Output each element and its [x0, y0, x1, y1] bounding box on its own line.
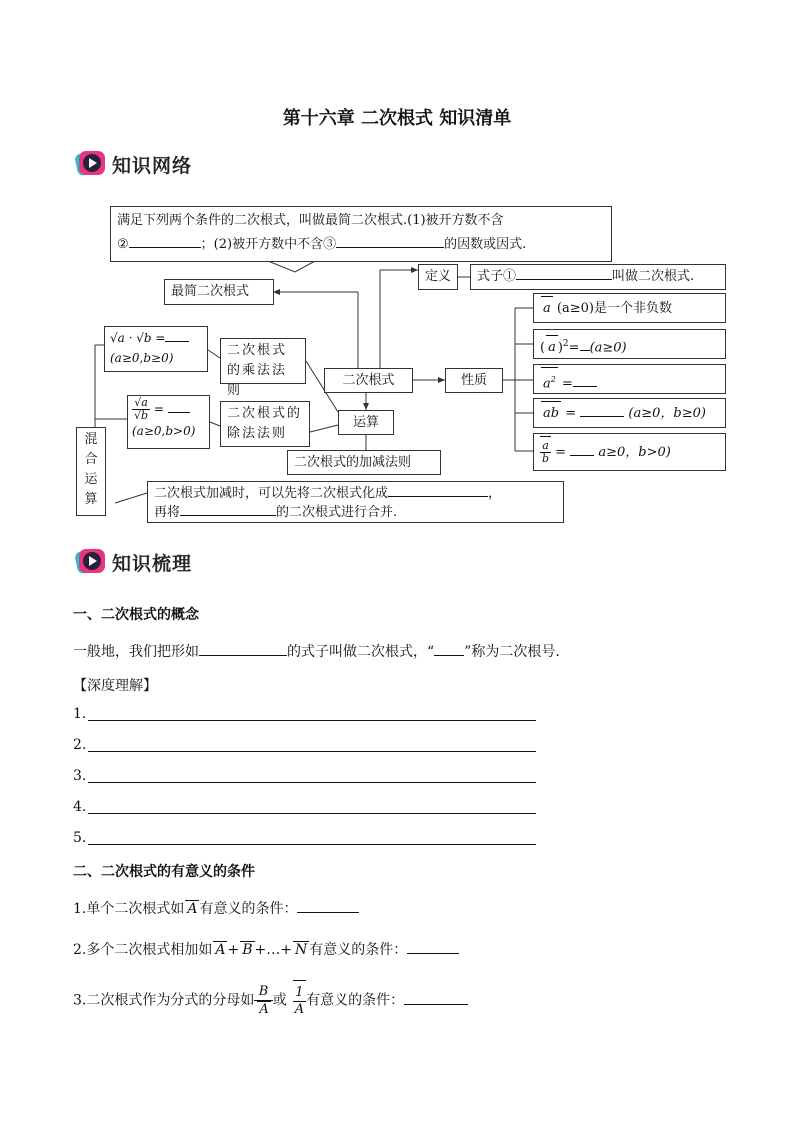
property-3-eq: =: [562, 376, 573, 392]
sqrt-N: N: [294, 942, 308, 958]
addition-line-1: [154, 484, 557, 503]
blank-prop-5[interactable]: [570, 443, 594, 456]
multiplication-rule-node: 二次根式的乘法法则: [220, 338, 306, 384]
condition-q2: 2.多个二次根式相加如 A + B +…+ N 有意义的条件：: [73, 939, 459, 959]
conditions-text-3: 的因数或因式.: [444, 237, 527, 252]
blank-prop-3[interactable]: [573, 374, 597, 387]
blank-2[interactable]: [129, 235, 201, 248]
section-heading-label: 知识梳理: [112, 553, 193, 575]
blank-add-2[interactable]: [180, 503, 276, 516]
blank-prop-2[interactable]: [580, 338, 590, 351]
definition-node: 定义: [418, 264, 458, 290]
answer-line-3-label: 3.: [73, 768, 87, 784]
blank-mult[interactable]: [165, 329, 189, 342]
mixed-operation-node: 混合运算: [76, 427, 106, 516]
property-box-1: [533, 293, 726, 323]
deep-understanding-label: 【深度理解】: [73, 678, 157, 694]
property-box-4: ab = (a≥0，b≥0): [533, 398, 726, 428]
addition-rule-node: 二次根式的加减法则: [287, 450, 441, 475]
answer-line-4[interactable]: [88, 813, 536, 814]
concept-paragraph: [73, 641, 560, 661]
mult-formula-top: [110, 328, 202, 348]
sqrt-frac: $\frac{a}{b}$: [540, 436, 551, 469]
sqrt-a-squared: $a^2$: [541, 367, 558, 396]
blank-div[interactable]: [168, 400, 190, 413]
answer-line-4-label: 4.: [73, 799, 87, 815]
conditions-text-2: ；(2)被开方数中不含③: [200, 237, 337, 252]
property-node: 性质: [445, 368, 503, 393]
q3-text-a: 3.二次根式作为分式的分母如: [73, 992, 255, 1009]
definition-text-a: 式子①: [477, 269, 517, 284]
definition-text-box: [470, 264, 726, 290]
addition-explanation-box: [147, 481, 564, 523]
property-1-text: (a≥0)是一个非负数: [556, 301, 672, 316]
blank-form[interactable]: [199, 643, 287, 656]
property-box-3: [533, 364, 726, 394]
circle-2-label: ②: [117, 237, 129, 252]
addition-text-d: 的二次根式进行合并.: [276, 505, 398, 520]
section-heading-label: 知识网络: [112, 155, 193, 177]
radical-center-node: 二次根式: [324, 368, 413, 393]
addition-text-b: ，: [488, 486, 502, 501]
division-formula-box: [127, 395, 210, 449]
addition-text-a: 二次根式加减时，可以先将二次根式化成: [154, 486, 389, 501]
condition-heading: 二、二次根式的有意义的条件: [73, 864, 255, 880]
page-title: 第十六章 二次根式 知识清单: [282, 108, 512, 129]
property-box-5: $\frac{a}{b}$ = a≥0，b>0): [533, 433, 726, 471]
answer-line-3[interactable]: [88, 782, 536, 783]
sqrt-ab: ab: [541, 401, 561, 426]
q3-text-c: 有意义的条件：: [306, 992, 405, 1009]
addition-line-2: [154, 503, 557, 522]
multiplication-formula-box: [104, 326, 208, 372]
sqrt-A-2: A: [215, 942, 226, 958]
div-formula-cond: (a≥0,b>0): [132, 424, 196, 438]
q1-text-a: 1.单个二次根式如: [73, 901, 185, 917]
property-4-text: (a≥0，b≥0): [628, 406, 706, 421]
play-logo-icon: [74, 544, 108, 578]
sqrt-a: a: [541, 296, 553, 321]
conditions-line-2: [117, 233, 605, 257]
answer-line-2-label: 2.: [73, 737, 87, 753]
fraction-B-over-sqrtA: $\frac{B}{A}$: [254, 984, 272, 1018]
concept-text-b: 的式子叫做二次根式，“: [287, 644, 435, 660]
simplest-radical-node: 最简二次根式: [164, 279, 274, 305]
blank-1[interactable]: [516, 267, 612, 280]
condition-q1: [73, 898, 359, 918]
q3-text-or: 或: [272, 992, 287, 1009]
definition-text-b: 叫做二次根式.: [612, 269, 695, 284]
concept-heading: 一、二次根式的概念: [73, 607, 199, 623]
sqrt-a-2: a: [546, 335, 558, 360]
simplest-radical-conditions-box: [110, 206, 612, 262]
answer-line-1[interactable]: [88, 720, 536, 721]
addition-text-c: 再将: [154, 505, 181, 520]
blank-add-1[interactable]: [388, 484, 488, 497]
q2-text-b: 有意义的条件：: [309, 942, 408, 958]
concept-text-a: 一般地，我们把形如: [73, 644, 199, 660]
concept-text-c: ”称为二次根号.: [464, 644, 560, 660]
condition-q3: [73, 980, 468, 1021]
blank-prop-4[interactable]: [580, 404, 624, 417]
conditions-line-1: 满足下列两个条件的二次根式，叫做最简二次根式.(1)被开方数不含: [117, 213, 504, 228]
blank-q2[interactable]: [407, 941, 459, 954]
sqrt-A: A: [187, 901, 198, 917]
answer-line-5[interactable]: [88, 844, 536, 845]
mult-formula-cond: (a≥0,b≥0): [110, 351, 174, 365]
property-5-text: a≥0，b>0): [598, 445, 671, 460]
blank-q1[interactable]: [297, 900, 359, 913]
answer-line-2[interactable]: [88, 751, 536, 752]
property-box-2: ( a )$^2$= (a≥0): [533, 329, 726, 359]
property-2-text: (a≥0): [589, 340, 627, 356]
blank-q3[interactable]: [404, 992, 468, 1005]
blank-3[interactable]: [336, 235, 444, 248]
q2-text-a: 2.多个二次根式相加如: [73, 942, 213, 958]
operation-node: 运算: [338, 410, 394, 435]
answer-line-5-label: 5.: [73, 830, 87, 846]
div-fraction: $\frac{√a}{√b}$: [134, 396, 149, 422]
answer-line-1-label: 1.: [73, 706, 87, 722]
div-formula-top: $\frac{√a}{√b}$ =: [132, 397, 205, 422]
sqrt-1-over-A: $\frac{1}{A}$: [293, 980, 306, 1021]
sqrt-B: B: [242, 942, 253, 958]
mult-formula-text: √a · √b =: [110, 331, 166, 345]
q1-text-b: 有意义的条件：: [199, 901, 298, 917]
blank-sign[interactable]: [434, 643, 464, 656]
section-heading-review: [74, 544, 274, 580]
division-rule-node: 二次根式的除法法则: [220, 401, 310, 447]
